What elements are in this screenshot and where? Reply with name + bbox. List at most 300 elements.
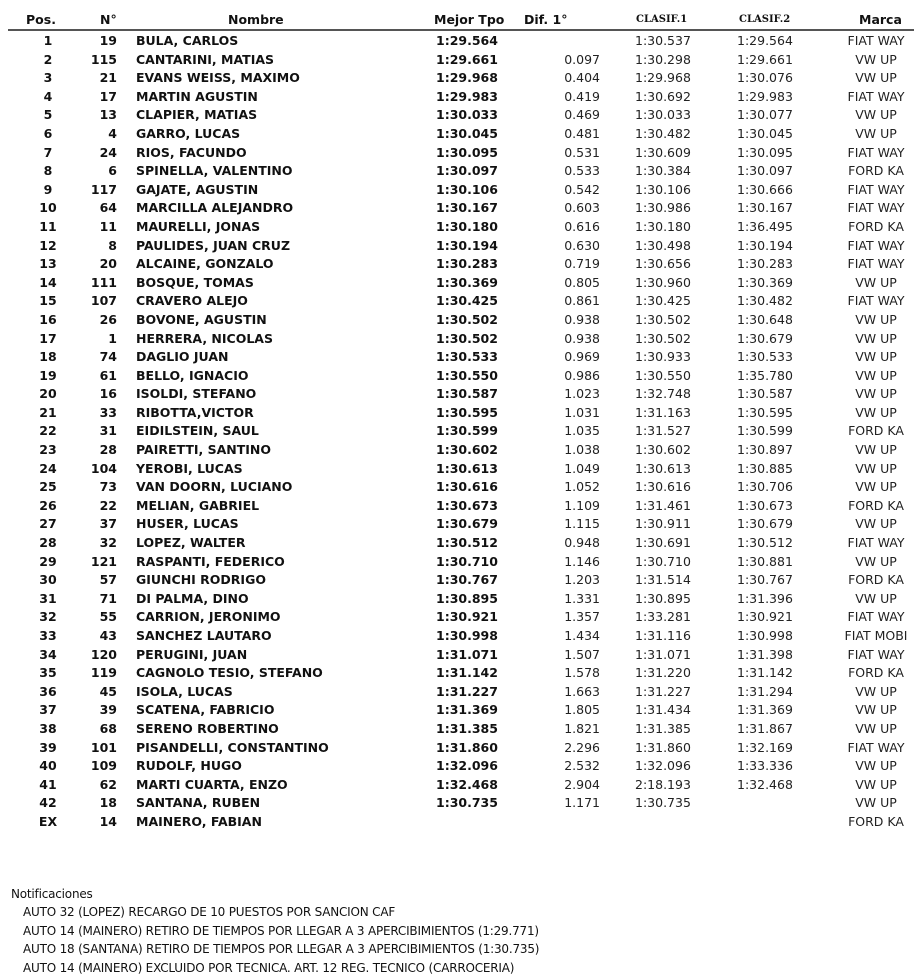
cell-clasif-2: 1:30.045	[737, 125, 793, 141]
cell-car-number: 61	[99, 367, 117, 383]
table-header	[8, 11, 914, 31]
cell-best-time: 1:30.673	[436, 497, 498, 513]
cell-clasif-2: 1:30.767	[737, 572, 793, 588]
cell-difference: 1.052	[564, 479, 600, 495]
cell-driver-name: MELIAN, GABRIEL	[136, 497, 260, 513]
cell-clasif-2: 1:30.587	[737, 386, 793, 402]
table-row	[8, 683, 914, 702]
cell-clasif-1: 1:30.613	[635, 460, 691, 476]
cell-position: 5	[43, 107, 53, 123]
cell-clasif-2: 1:30.167	[737, 200, 793, 216]
cell-car-number: 107	[90, 293, 117, 309]
cell-position: 8	[43, 163, 53, 179]
cell-clasif-1: 1:31.385	[635, 720, 691, 736]
table-row	[8, 553, 914, 572]
cell-brand: FIAT WAY	[847, 535, 905, 551]
table-row	[8, 348, 914, 367]
cell-difference: 1.357	[564, 609, 600, 625]
header-clasif-1: CLASIF.1	[636, 14, 688, 25]
cell-clasif-1: 1:31.860	[635, 739, 691, 755]
cell-brand: FIAT WAY	[847, 609, 905, 625]
cell-position: 18	[39, 349, 57, 365]
cell-clasif-2: 1:31.294	[737, 683, 793, 699]
cell-brand: VW UP	[855, 404, 897, 420]
cell-clasif-2: 1:30.998	[737, 628, 793, 643]
cell-best-time: 1:31.385	[436, 720, 498, 736]
cell-car-number: 39	[99, 702, 117, 718]
cell-difference: 1.171	[564, 795, 600, 811]
table-row	[8, 32, 914, 51]
cell-driver-name: MAINERO, FABIAN	[136, 813, 262, 829]
cell-clasif-2: 1:33.336	[737, 758, 793, 774]
cell-difference: 1.663	[564, 683, 600, 699]
table-body	[8, 32, 914, 832]
cell-car-number: 20	[99, 256, 117, 272]
cell-brand: VW UP	[855, 349, 897, 365]
table-row	[8, 199, 914, 218]
cell-clasif-2: 1:30.595	[737, 404, 793, 420]
notification-item: AUTO 18 (SANTANA) RETIRO DE TIEMPOS POR LLEGAR A 3 APERCIBIMIENTOS (1:30.735)	[23, 942, 540, 957]
cell-car-number: 121	[90, 553, 117, 569]
cell-best-time: 1:31.227	[436, 683, 498, 699]
table-row	[8, 181, 914, 200]
cell-position: 15	[39, 293, 57, 309]
cell-clasif-2: 1:30.512	[737, 535, 793, 551]
cell-position: 10	[39, 200, 57, 216]
cell-best-time: 1:30.180	[436, 218, 498, 234]
cell-driver-name: CANTARINI, MATIAS	[136, 51, 275, 67]
cell-driver-name: RIOS, FACUNDO	[136, 144, 247, 160]
cell-brand: VW UP	[855, 330, 897, 346]
notification-item: AUTO 32 (LOPEZ) RECARGO DE 10 PUESTOS POR SANCION CAF	[23, 905, 396, 920]
cell-difference: 0.419	[564, 88, 600, 104]
cell-difference: 0.938	[564, 330, 600, 346]
cell-clasif-1: 1:30.482	[635, 125, 691, 141]
cell-car-number: 14	[99, 813, 117, 829]
cell-difference: 0.469	[564, 107, 600, 123]
cell-brand: FIAT WAY	[847, 33, 905, 48]
cell-driver-name: GAJATE, AGUSTIN	[136, 181, 259, 197]
cell-driver-name: LOPEZ, WALTER	[136, 535, 246, 551]
cell-position: 26	[39, 497, 57, 513]
cell-best-time: 1:30.095	[436, 144, 498, 160]
cell-best-time: 1:30.106	[436, 181, 498, 197]
cell-car-number: 115	[90, 51, 117, 67]
cell-difference: 0.630	[564, 237, 600, 253]
cell-position: 33	[39, 628, 57, 643]
cell-best-time: 1:30.045	[436, 125, 498, 141]
cell-brand: FIAT WAY	[847, 88, 905, 104]
cell-clasif-1: 1:30.298	[635, 51, 691, 67]
cell-clasif-2: 1:30.369	[737, 274, 793, 290]
cell-driver-name: EVANS WEISS, MAXIMO	[136, 70, 300, 86]
cell-best-time: 1:29.968	[436, 70, 498, 86]
cell-clasif-2: 1:36.495	[737, 218, 793, 234]
cell-difference: 1.146	[564, 553, 600, 569]
cell-brand: VW UP	[855, 442, 897, 458]
cell-clasif-1: 1:33.281	[635, 609, 691, 625]
cell-best-time: 1:30.767	[436, 572, 498, 588]
cell-clasif-2: 1:30.482	[737, 293, 793, 309]
table-row	[8, 608, 914, 627]
cell-position: 28	[39, 535, 57, 551]
cell-best-time: 1:30.502	[436, 311, 498, 327]
table-row	[8, 571, 914, 590]
cell-best-time: 1:30.679	[436, 516, 498, 532]
cell-brand: VW UP	[855, 553, 897, 569]
cell-difference: 0.805	[564, 274, 600, 290]
cell-car-number: 120	[90, 646, 117, 662]
cell-driver-name: CARRION, JERONIMO	[136, 609, 281, 625]
cell-brand: VW UP	[855, 776, 897, 792]
cell-clasif-2: 1:30.673	[737, 497, 793, 513]
cell-clasif-1: 1:30.550	[635, 367, 691, 383]
table-row	[8, 385, 914, 404]
cell-clasif-2: 1:30.095	[737, 144, 793, 160]
cell-clasif-1: 1:31.163	[635, 404, 691, 420]
table-row	[8, 497, 914, 516]
table-row	[8, 794, 914, 813]
cell-brand: VW UP	[855, 274, 897, 290]
cell-clasif-1: 1:31.434	[635, 702, 691, 718]
cell-position: 11	[39, 218, 57, 234]
cell-position: 12	[39, 237, 57, 253]
cell-brand: VW UP	[855, 683, 897, 699]
cell-clasif-1: 1:30.425	[635, 293, 691, 309]
cell-clasif-2: 1:30.533	[737, 349, 793, 365]
cell-best-time: 1:30.602	[436, 442, 498, 458]
cell-clasif-2: 1:30.885	[737, 460, 793, 476]
cell-clasif-1: 1:29.968	[635, 70, 691, 86]
cell-car-number: 6	[108, 163, 117, 179]
cell-driver-name: ISOLA, LUCAS	[136, 683, 233, 699]
cell-difference: 1.203	[564, 572, 600, 588]
cell-clasif-1: 1:30.691	[635, 535, 691, 551]
cell-difference: 1.805	[564, 702, 600, 718]
cell-clasif-1: 1:30.616	[635, 479, 691, 495]
cell-car-number: 1	[108, 330, 117, 346]
cell-position: EX	[38, 813, 58, 829]
cell-best-time: 1:30.033	[436, 107, 498, 123]
cell-clasif-2: 1:29.661	[737, 51, 793, 67]
cell-best-time: 1:30.599	[436, 423, 498, 439]
cell-car-number: 26	[99, 311, 117, 327]
cell-position: 30	[39, 572, 57, 588]
cell-best-time: 1:29.983	[436, 88, 498, 104]
cell-clasif-2: 1:31.398	[737, 646, 793, 662]
table-row	[8, 218, 914, 237]
cell-car-number: 73	[99, 479, 117, 495]
cell-clasif-1: 1:30.735	[635, 795, 691, 811]
cell-clasif-2: 1:30.897	[737, 442, 793, 458]
cell-brand: FORD KA	[848, 497, 904, 513]
cell-brand: VW UP	[855, 702, 897, 718]
notifications-section	[11, 885, 539, 977]
cell-driver-name: PERUGINI, JUAN	[136, 646, 248, 662]
table-row	[8, 237, 914, 256]
cell-best-time: 1:31.369	[436, 702, 498, 718]
cell-clasif-1: 1:31.071	[635, 646, 691, 662]
cell-clasif-1: 1:30.692	[635, 88, 691, 104]
cell-difference: 1.031	[564, 404, 600, 420]
cell-car-number: 117	[90, 181, 117, 197]
cell-car-number: 13	[99, 107, 117, 123]
cell-driver-name: SANTANA, RUBEN	[136, 795, 261, 811]
cell-car-number: 24	[99, 144, 117, 160]
cell-brand: VW UP	[855, 720, 897, 736]
cell-brand: FIAT WAY	[847, 646, 905, 662]
cell-best-time: 1:29.564	[436, 33, 498, 48]
cell-position: 20	[39, 386, 57, 402]
cell-clasif-1: 1:30.033	[635, 107, 691, 123]
cell-driver-name: ALCAINE, GONZALO	[136, 256, 274, 272]
cell-position: 40	[39, 758, 57, 774]
cell-position: 4	[43, 88, 53, 104]
cell-driver-name: DI PALMA, DINO	[136, 590, 249, 606]
cell-position: 17	[39, 330, 57, 346]
cell-difference: 1.578	[564, 665, 600, 681]
header-brand: Marca	[859, 12, 902, 27]
cell-driver-name: ISOLDI, STEFANO	[136, 386, 257, 402]
notification-item: AUTO 14 (MAINERO) RETIRO DE TIEMPOS POR LLEGAR A 3 APERCIBIMIENTOS (1:29.771)	[23, 923, 539, 938]
cell-difference: 1.115	[564, 516, 600, 532]
table-row	[8, 739, 914, 758]
cell-best-time: 1:30.735	[436, 795, 498, 811]
cell-position: 1	[43, 33, 53, 48]
cell-driver-name: HUSER, LUCAS	[136, 516, 239, 532]
cell-driver-name: PISANDELLI, CONSTANTINO	[136, 739, 329, 755]
table-row	[8, 422, 914, 441]
cell-driver-name: BOSQUE, TOMAS	[136, 274, 254, 290]
cell-clasif-2: 1:31.142	[737, 665, 793, 681]
cell-car-number: 45	[99, 683, 117, 699]
cell-driver-name: VAN DOORN, LUCIANO	[136, 479, 293, 495]
cell-car-number: 4	[108, 125, 117, 141]
cell-clasif-2: 1:35.780	[737, 367, 793, 383]
cell-car-number: 37	[99, 516, 117, 532]
cell-brand: FORD KA	[848, 163, 904, 179]
cell-car-number: 18	[99, 795, 117, 811]
cell-clasif-1: 1:30.933	[635, 349, 691, 365]
cell-car-number: 43	[99, 628, 117, 643]
notification-item: AUTO 14 (MAINERO) EXCLUIDO POR TECNICA. ART. 12 REG. TECNICO (CARROCERIA)	[23, 960, 515, 975]
table-row	[8, 255, 914, 274]
cell-brand: FIAT WAY	[847, 181, 905, 197]
cell-position: 42	[39, 795, 57, 811]
cell-best-time: 1:30.512	[436, 535, 498, 551]
cell-brand: VW UP	[855, 460, 897, 476]
cell-car-number: 22	[99, 497, 117, 513]
cell-car-number: 62	[99, 776, 117, 792]
cell-driver-name: CRAVERO ALEJO	[136, 293, 248, 309]
cell-brand: FORD KA	[848, 423, 904, 439]
cell-clasif-1: 1:31.527	[635, 423, 691, 439]
cell-best-time: 1:30.097	[436, 163, 498, 179]
cell-clasif-2: 1:30.076	[737, 70, 793, 86]
cell-difference: 2.904	[564, 776, 600, 792]
cell-best-time: 1:30.502	[436, 330, 498, 346]
cell-driver-name: BULA, CARLOS	[136, 33, 239, 48]
cell-clasif-2: 1:30.599	[737, 423, 793, 439]
cell-position: 13	[39, 256, 57, 272]
cell-best-time: 1:30.895	[436, 590, 498, 606]
cell-position: 36	[39, 683, 57, 699]
cell-difference: 1.049	[564, 460, 600, 476]
cell-driver-name: EIDILSTEIN, SAUL	[136, 423, 259, 439]
cell-position: 6	[43, 125, 53, 141]
cell-best-time: 1:29.661	[436, 51, 498, 67]
table-row	[8, 125, 914, 144]
cell-brand: VW UP	[855, 367, 897, 383]
cell-clasif-2: 1:29.564	[737, 33, 793, 48]
cell-difference: 1.507	[564, 646, 600, 662]
cell-clasif-2: 1:30.077	[737, 107, 793, 123]
cell-position: 25	[39, 479, 57, 495]
cell-brand: FIAT WAY	[847, 293, 905, 309]
cell-brand: VW UP	[855, 70, 897, 86]
cell-driver-name: CAGNOLO TESIO, STEFANO	[136, 665, 323, 681]
cell-clasif-1: 1:30.960	[635, 274, 691, 290]
cell-car-number: 57	[99, 572, 117, 588]
table-row	[8, 292, 914, 311]
cell-position: 22	[39, 423, 57, 439]
cell-clasif-2: 1:30.283	[737, 256, 793, 272]
table-row	[8, 515, 914, 534]
cell-clasif-1: 1:30.710	[635, 553, 691, 569]
cell-brand: VW UP	[855, 590, 897, 606]
cell-driver-name: PAIRETTI, SANTINO	[136, 442, 271, 458]
table-row	[8, 776, 914, 795]
cell-clasif-1: 1:31.227	[635, 683, 691, 699]
cell-clasif-1: 1:30.106	[635, 181, 691, 197]
table-row	[8, 162, 914, 181]
cell-best-time: 1:30.613	[436, 460, 498, 476]
cell-car-number: 119	[90, 665, 117, 681]
cell-clasif-1: 1:30.537	[635, 33, 691, 48]
cell-brand: VW UP	[855, 386, 897, 402]
cell-car-number: 16	[99, 386, 117, 402]
cell-brand: FORD KA	[848, 665, 904, 681]
cell-position: 24	[39, 460, 57, 476]
cell-position: 21	[39, 404, 57, 420]
cell-driver-name: RUDOLF, HUGO	[136, 758, 242, 774]
cell-clasif-2: 1:29.983	[737, 88, 793, 104]
header-best-time: Mejor Tpo	[434, 12, 505, 27]
cell-car-number: 104	[90, 460, 117, 476]
table-row	[8, 106, 914, 125]
cell-clasif-2: 1:30.679	[737, 330, 793, 346]
cell-difference: 0.542	[564, 181, 600, 197]
cell-driver-name: GIUNCHI RODRIGO	[136, 572, 266, 588]
cell-car-number: 28	[99, 442, 117, 458]
cell-driver-name: CLAPIER, MATIAS	[136, 107, 258, 123]
cell-brand: FIAT WAY	[847, 256, 905, 272]
cell-best-time: 1:31.071	[436, 646, 498, 662]
cell-difference: 0.861	[564, 293, 600, 309]
cell-clasif-1: 1:30.502	[635, 330, 691, 346]
cell-car-number: 11	[99, 218, 117, 234]
cell-difference: 0.969	[564, 349, 600, 365]
cell-car-number: 111	[90, 274, 117, 290]
cell-best-time: 1:31.860	[436, 739, 498, 755]
cell-clasif-1: 1:30.656	[635, 256, 691, 272]
cell-difference: 0.097	[564, 51, 600, 67]
table-row	[8, 757, 914, 776]
cell-best-time: 1:30.425	[436, 293, 498, 309]
cell-driver-name: SPINELLA, VALENTINO	[136, 163, 293, 179]
cell-clasif-1: 1:31.220	[635, 665, 691, 681]
cell-clasif-2: 1:32.468	[737, 776, 793, 792]
table-row	[8, 274, 914, 293]
cell-difference: 1.109	[564, 497, 600, 513]
cell-difference: 1.434	[564, 628, 600, 643]
cell-best-time: 1:30.595	[436, 404, 498, 420]
cell-brand: FIAT WAY	[847, 200, 905, 216]
table-row	[8, 69, 914, 88]
table-row	[8, 813, 914, 832]
cell-brand: FIAT WAY	[847, 144, 905, 160]
results-table	[8, 11, 914, 832]
cell-clasif-2: 1:31.369	[737, 702, 793, 718]
cell-car-number: 64	[99, 200, 117, 216]
cell-driver-name: HERRERA, NICOLAS	[136, 330, 273, 346]
cell-brand: VW UP	[855, 516, 897, 532]
cell-best-time: 1:30.194	[436, 237, 498, 253]
cell-difference: 0.603	[564, 200, 600, 216]
cell-driver-name: SERENO ROBERTINO	[136, 720, 279, 736]
cell-position: 27	[39, 516, 57, 532]
cell-difference: 0.938	[564, 311, 600, 327]
header-clasif-2: CLASIF.2	[739, 14, 791, 25]
cell-driver-name: PAULIDES, JUAN CRUZ	[136, 237, 291, 253]
table-row	[8, 478, 914, 497]
cell-best-time: 1:30.283	[436, 256, 498, 272]
cell-car-number: 55	[99, 609, 117, 625]
cell-clasif-2: 1:30.194	[737, 237, 793, 253]
table-row	[8, 720, 914, 739]
cell-difference: 0.404	[564, 70, 600, 86]
cell-brand: VW UP	[855, 107, 897, 123]
cell-position: 35	[39, 665, 57, 681]
cell-clasif-1: 1:32.748	[635, 386, 691, 402]
cell-best-time: 1:30.587	[436, 386, 498, 402]
cell-difference: 1.035	[564, 423, 600, 439]
cell-driver-name: DAGLIO JUAN	[136, 349, 229, 365]
cell-brand: FORD KA	[848, 218, 904, 234]
table-row	[8, 701, 914, 720]
cell-position: 19	[39, 367, 57, 383]
cell-difference: 0.986	[564, 367, 600, 383]
cell-clasif-2: 1:32.169	[737, 739, 793, 755]
cell-driver-name: GARRO, LUCAS	[136, 125, 241, 141]
table-row	[8, 627, 914, 646]
cell-best-time: 1:32.468	[436, 776, 498, 792]
cell-best-time: 1:30.616	[436, 479, 498, 495]
cell-clasif-1: 1:30.986	[635, 200, 691, 216]
cell-car-number: 101	[90, 739, 117, 755]
cell-brand: VW UP	[855, 311, 897, 327]
cell-brand: FORD KA	[848, 813, 904, 829]
cell-best-time: 1:30.369	[436, 274, 498, 290]
cell-difference: 1.023	[564, 386, 600, 402]
cell-position: 2	[43, 51, 53, 67]
cell-position: 9	[43, 181, 53, 197]
notifications-title: Notificaciones	[11, 887, 93, 901]
cell-position: 14	[39, 274, 57, 290]
cell-driver-name: RASPANTI, FEDERICO	[136, 553, 285, 569]
cell-clasif-1: 1:30.502	[635, 311, 691, 327]
cell-brand: VW UP	[855, 479, 897, 495]
